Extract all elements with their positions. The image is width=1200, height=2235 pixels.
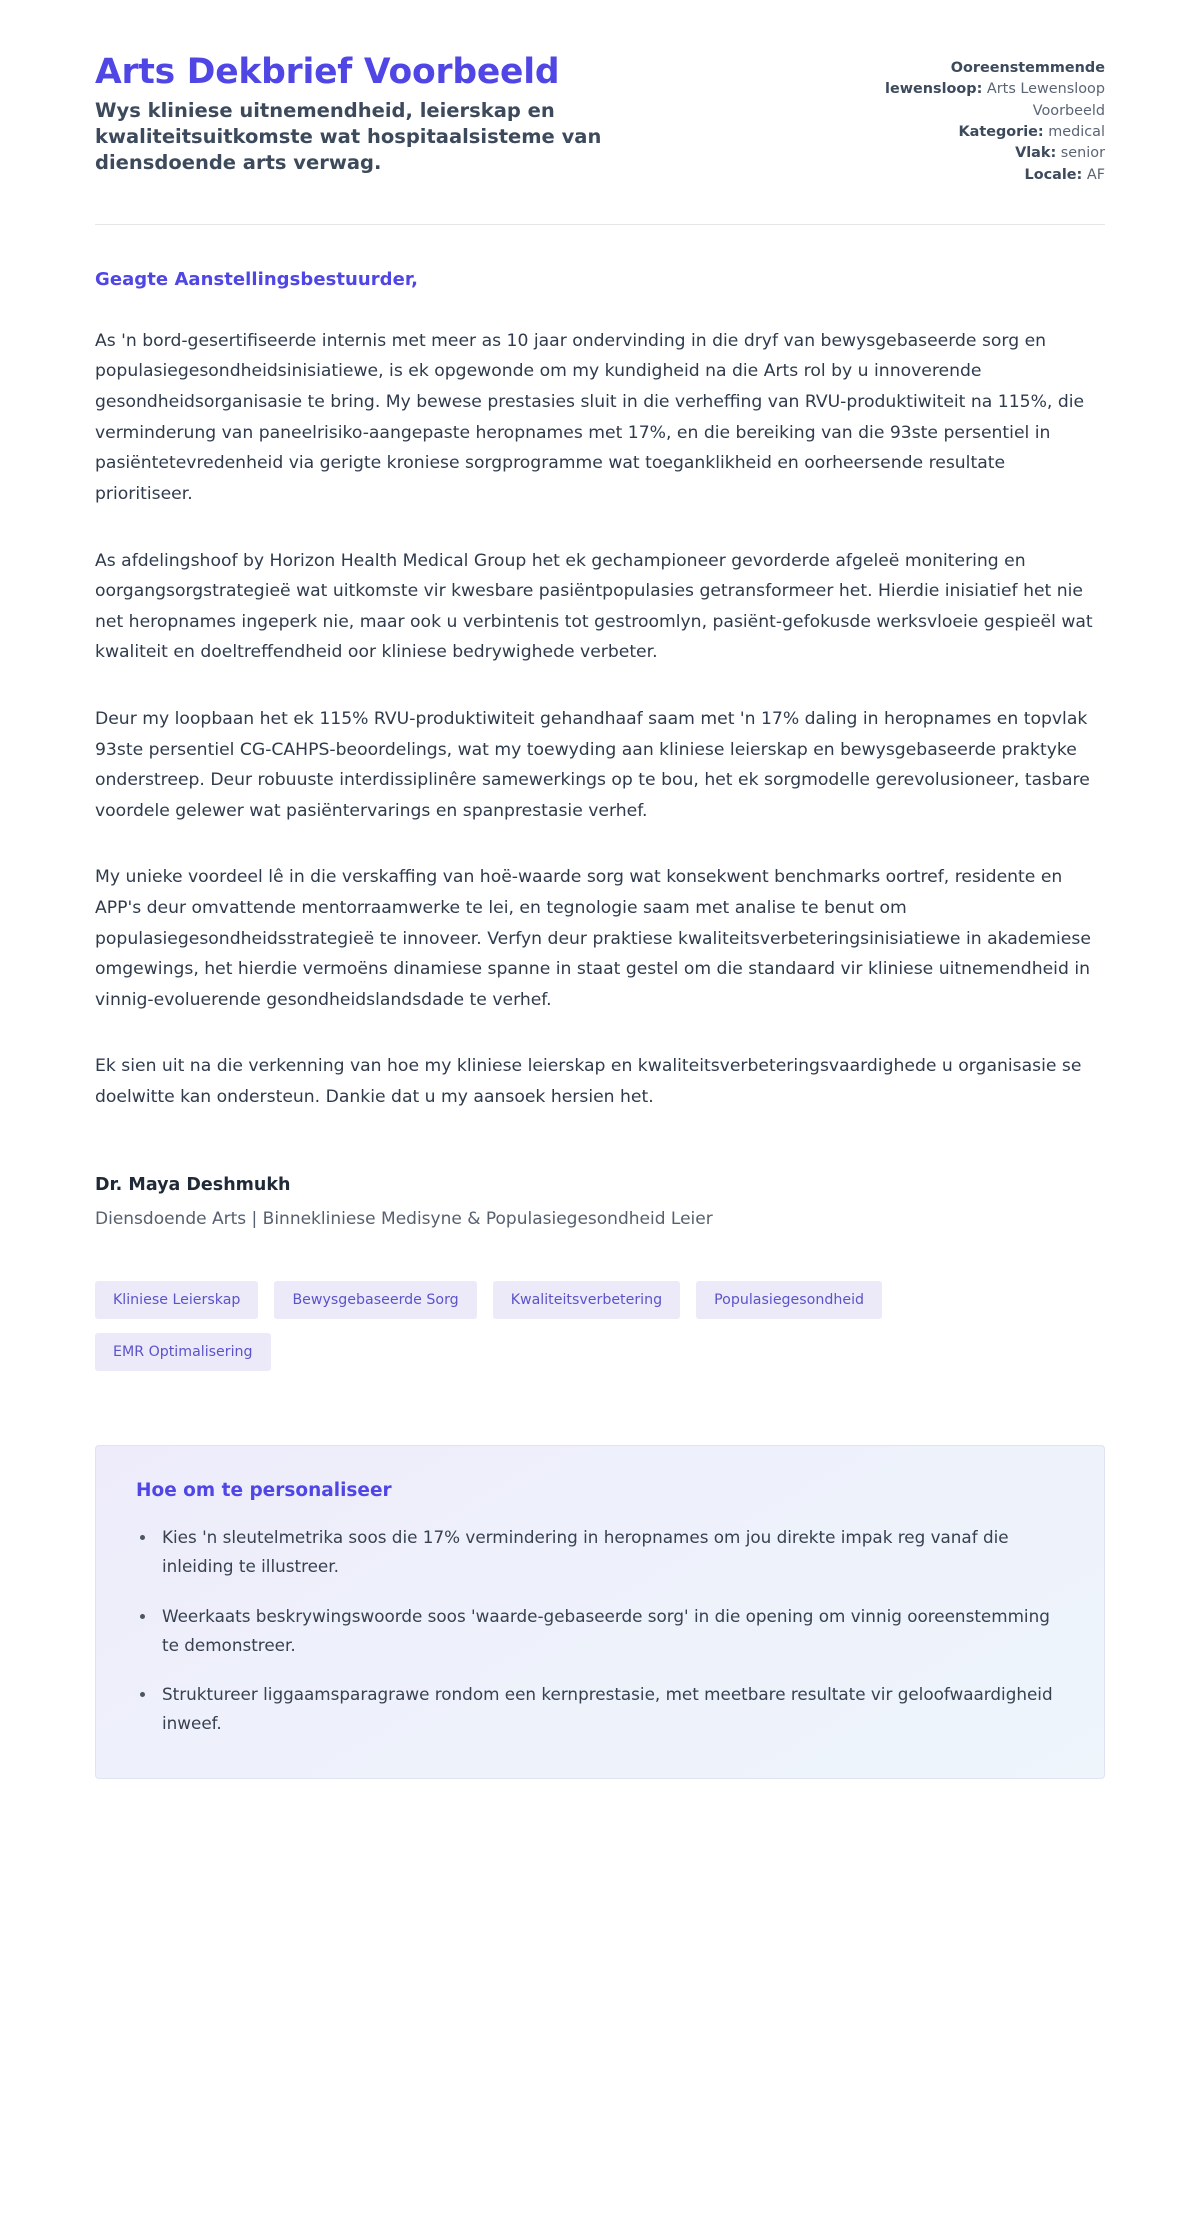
bullet-icon [140, 1614, 145, 1619]
page-title: Arts Dekbrief Voorbeeld [95, 52, 560, 92]
callout-tip-text: Weerkaats beskrywingswoorde soos 'waarde-gebaseerde sorg' in die opening om vinnig ooreenstemming te demonstreer. [162, 1605, 1050, 1655]
metadata-label: Ooreenstemmende lewensloop: [885, 60, 1105, 98]
page-bottom-spacer [95, 1779, 1105, 1865]
metadata-row-category [855, 122, 1105, 143]
metadata-value: AF [1086, 166, 1105, 183]
tag-chip[interactable]: Populasiegesondheid [696, 1281, 882, 1319]
metadata-label: Kategorie: [958, 123, 1044, 140]
callout-tip-list [136, 1523, 1064, 1738]
signature-role: Diensdoende Arts | Binnekliniese Medisyne & Populasiegesondheid Leier [95, 1208, 713, 1229]
bullet-icon [140, 1692, 145, 1697]
tag-chip[interactable]: Bewysgebaseerde Sorg [274, 1281, 476, 1319]
metadata-label: Locale: [1024, 166, 1083, 183]
letter-salutation: Geagte Aanstellingsbestuurder, [95, 268, 419, 290]
tag-chip[interactable]: Kliniese Leierskap [95, 1281, 258, 1319]
callout-tip-text: Struktureer liggaamsparagrawe rondom een kernprestasie, met meetbare resultate vir geloofwaardigheid inweef. [162, 1683, 1053, 1734]
tag-list [95, 1281, 975, 1371]
letter-paragraph: Deur my loopbaan het ek 115% RVU-produktiwiteit gehandhaaf saam met 'n 17% daling in heropnames en topvlak 93ste persentiel CG-CAHPS-beoordelings, wat my toewyding aan kliniese leierskap en bewysgebaseerde praktyke onderstreep. Deur robuuste interdissiplinêre samewerkings op te bou, het ek sorgmodelle gerevolusioneer, tasbare voordele gelewer wat pasiëntervarings en spanprestasie verhef. [95, 708, 1090, 821]
metadata-value: senior [1060, 145, 1105, 162]
page-subtitle: Wys kliniese uitnemendheid, leierskap en kwaliteitsuitkomste wat hospitaalsisteme van diensdoende arts verwag. [95, 99, 602, 174]
personalization-callout [95, 1445, 1105, 1779]
letter-paragraph: As afdelingshoof by Horizon Health Medical Group het ek gechampioneer gevorderde afgeleë monitering en oorgangsorgstrategieë wat uitkomste vir kwesbare pasiëntpopulasies getransformeer het. Hierdie inisiatief het nie net heropnames ingeperk nie, maar ook u verbintenis tot gestroomlyn, pasiënt-gefokusde werksvloeie gespieël wat kwaliteit en doeltreffendheid oor kliniese bedrywighede verbeter. [95, 550, 1093, 663]
metadata-row-level [855, 143, 1105, 164]
callout-tip-text: Kies 'n sleutelmetrika soos die 17% vermindering in heropnames om jou direkte impak reg vanaf die inleiding te illustreer. [162, 1527, 1009, 1577]
letter-paragraph: My unieke voordeel lê in die verskaffing van hoë-waarde sorg wat konsekwent benchmarks oortref, residente en APP's deur omvattende mentorraamwerke te lei, en tegnologie saam met analise te benut om populasiegesondheidsstrategieë te innoveer. Verfyn deur praktiese kwaliteitsverbeteringsinisiatiewe in akademiese omgewings, het hierdie vermoëns dinamiese spanne in staat gestel om die standaard vir kliniese uitnemendheid in vinnig-evoluerende gesondheidslandsdade te verhef. [95, 867, 1091, 1010]
callout-tip-item [136, 1680, 1064, 1738]
metadata-value: Arts Lewensloop Voorbeeld [986, 81, 1105, 119]
metadata-value: medical [1048, 123, 1105, 140]
document-content [95, 0, 1105, 1865]
letter-paragraph: Ek sien uit na die verkenning van hoe my kliniese leierskap en kwaliteitsverbeteringsvaardighede u organisasie se doelwitte kan ondersteun. Dankie dat u my aansoek hersien het. [95, 1056, 1082, 1108]
callout-title: Hoe om te personaliseer [136, 1480, 392, 1502]
callout-tip-item [136, 1523, 1064, 1581]
document-header [95, 52, 1105, 186]
signature-name: Dr. Maya Deshmukh [95, 1174, 291, 1195]
letter-body [95, 225, 1105, 1113]
metadata-row-matching-resume [855, 58, 1105, 122]
tag-chip[interactable]: Kwaliteitsverbetering [493, 1281, 680, 1319]
bullet-icon [140, 1535, 145, 1540]
header-title-block [95, 52, 755, 176]
tag-chip[interactable]: EMR Optimalisering [95, 1333, 271, 1371]
metadata-label: Vlak: [1015, 145, 1057, 162]
callout-tip-item [136, 1602, 1064, 1660]
document-metadata [855, 52, 1105, 186]
letter-paragraph: As 'n bord-gesertifiseerde internis met meer as 10 jaar ondervinding in die dryf van bewysgebaseerde sorg en populasiegesondheidsinisiatiewe, is ek opgewonde om my kundigheid na die Arts rol by u innoverende gesondheidsorganisasie te bring. My bewese prestasies sluit in die verheffing van RVU-produktiwiteit na 115%, die verminderung van paneelrisiko-aangepaste heropnames met 17%, en die bereiking van die 93ste persentiel in pasiëntetevredenheid via gerigte kroniese sorgprogramme wat toeganklikheid en oorheersende resultate prioritiseer. [95, 330, 1085, 504]
signature-block [95, 1175, 1105, 1229]
metadata-row-locale [855, 165, 1105, 186]
